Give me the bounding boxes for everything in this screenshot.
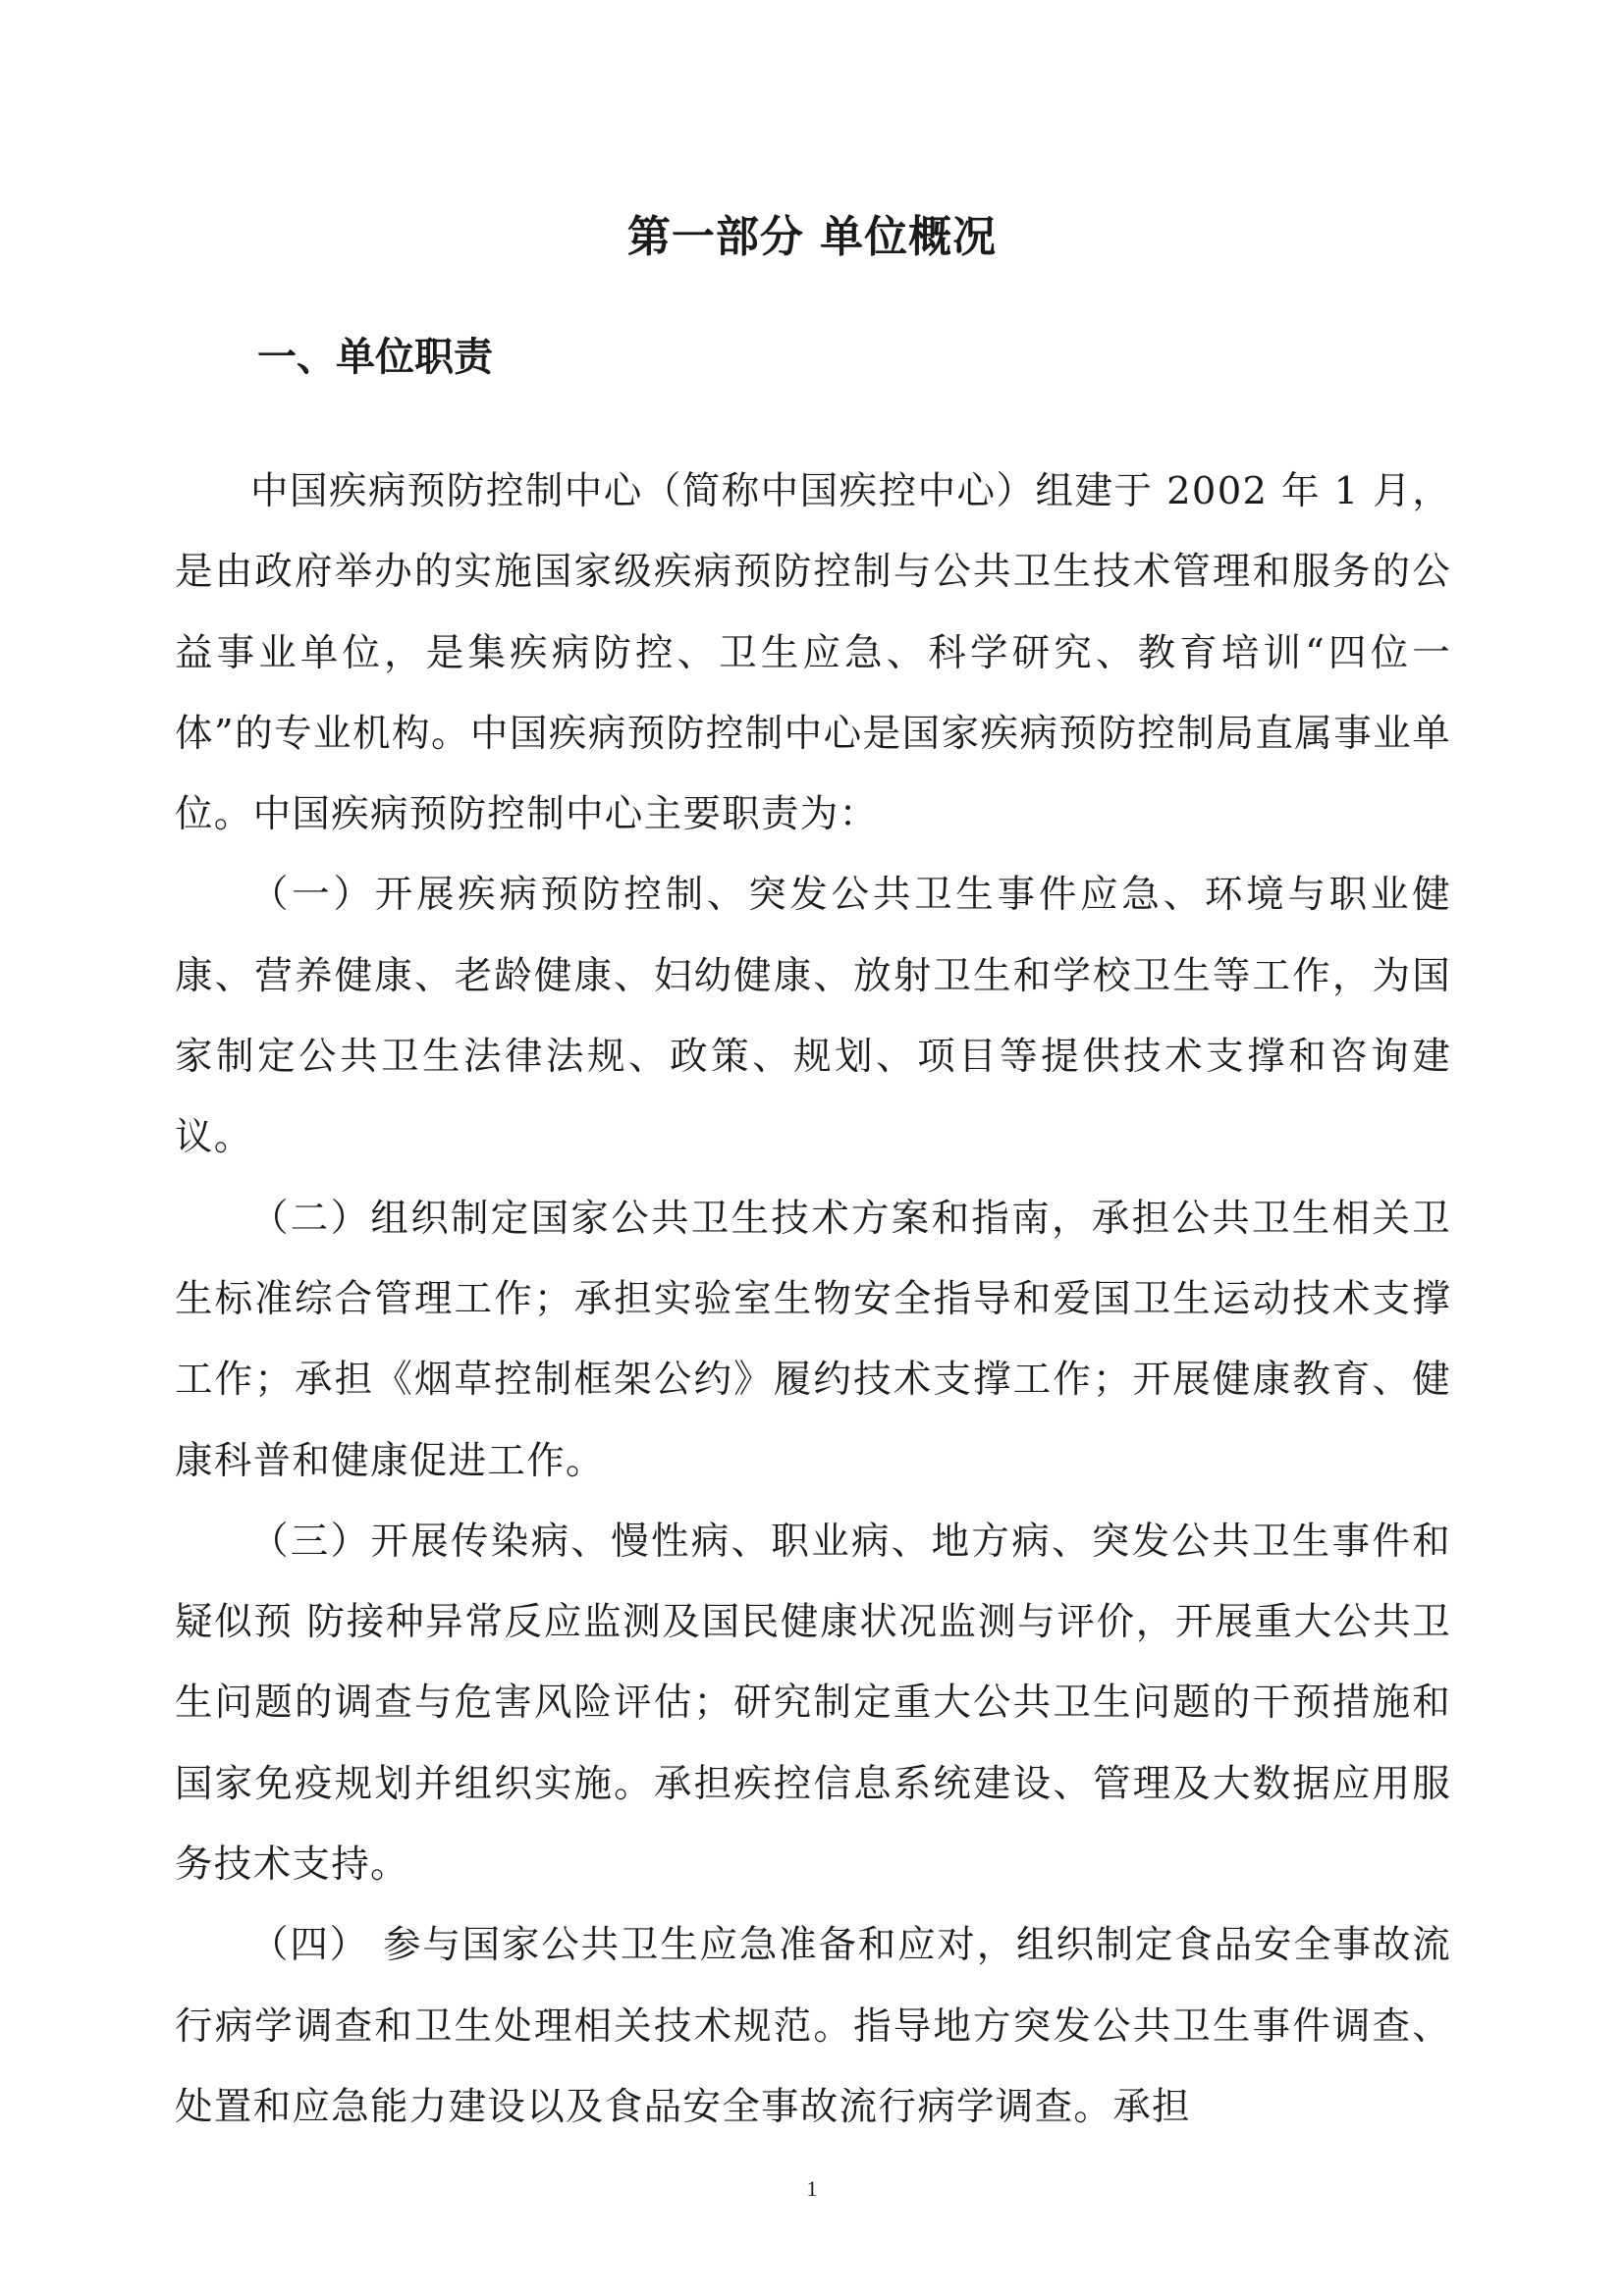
page-title: 第一部分 单位概况	[626, 212, 998, 262]
paragraph-item-1: （一）开展疾病预防控制、突发公共卫生事件应急、环境与职业健康、营养健康、老龄健康、妇幼健康、放射卫生和学校卫生等工作，为国家制定公共卫生法律法规、政策、规划、项目等提供技术支撑和咨询建议。	[175, 873, 1451, 1160]
body-text	[175, 452, 1451, 2148]
paragraph-item-2: （二）组织制定国家公共卫生技术方案和指南，承担公共卫生相关卫生标准综合管理工作；承担实验室生物安全指导和爱国卫生运动技术支撑工作；承担《烟草控制框架公约》履约技术支撑工作；开展健康教育、健康科普和健康促进工作。	[175, 1196, 1451, 1483]
paragraph-intro: 中国疾病预防控制中心（简称中国疾控中心）组建于 2002 年 1 月，是由政府举办的实施国家级疾病预防控制与公共卫生技术管理和服务的公益事业单位，是集疾病防控、卫生应急、科学研究、教育培训“四位一体”的专业机构。中国疾病预防控制中心是国家疾病预防控制局直属事业单位。中国疾病预防控制中心主要职责为：	[175, 469, 1451, 837]
section-heading: 一、单位职责	[257, 335, 493, 380]
paragraph-item-4: （四） 参与国家公共卫生应急准备和应对，组织制定食品安全事故流行病学调查和卫生处理相关技术规范。指导地方突发公共卫生事件调查、处置和应急能力建设以及食品安全事故流行病学调查。承担	[175, 1923, 1451, 2129]
page-number: 1	[806, 2176, 818, 2201]
paragraph-item-3: （三）开展传染病、慢性病、职业病、地方病、突发公共卫生事件和疑似预 防接种异常反应监测及国民健康状况监测与评价，开展重大公共卫生问题的调查与危害风险评估；研究制定重大公共卫生问题的干预措施和国家免疫规划并组织实施。承担疾控信息系统建设、管理及大数据应用服务技术支持。	[175, 1519, 1451, 1888]
